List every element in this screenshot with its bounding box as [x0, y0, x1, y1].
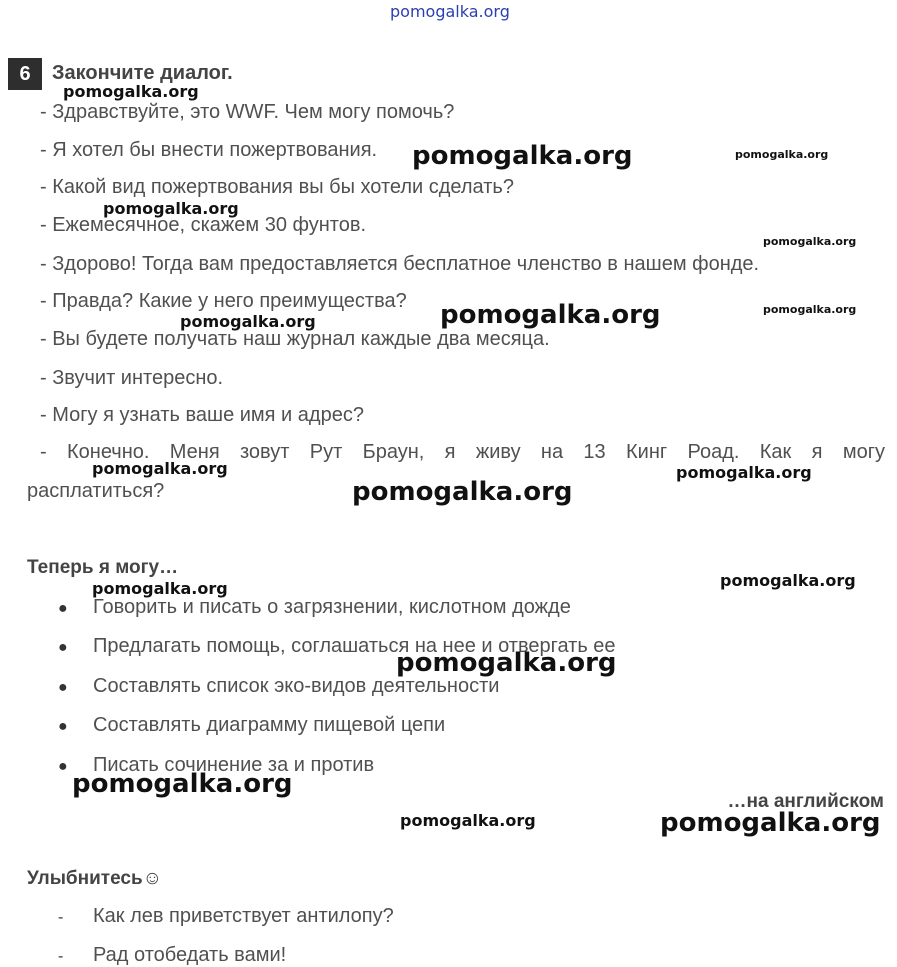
bullet-icon: ● — [58, 718, 68, 735]
can-do-item — [58, 675, 499, 698]
can-do-item-text: Говорить и писать о загрязнении, кислотном дожде — [93, 596, 571, 618]
can-do-item-text: Составлять диаграмму пищевой цепи — [93, 714, 446, 736]
site-header-watermark: pomogalka.org — [390, 2, 510, 21]
watermark: pomogalka.org — [400, 811, 536, 830]
dialog-line: - Вы будете получать наш журнал каждые два месяца. — [40, 328, 550, 350]
dialog-line: - Правда? Какие у него преимущества? — [40, 290, 407, 312]
watermark: pomogalka.org — [92, 579, 228, 598]
watermark: pomogalka.org — [412, 141, 633, 171]
can-do-suffix: …на английском — [727, 791, 884, 812]
smile-item — [58, 944, 286, 967]
watermark: pomogalka.org — [735, 148, 829, 161]
watermark: pomogalka.org — [440, 300, 661, 330]
watermark: pomogalka.org — [180, 312, 316, 331]
can-do-item — [58, 714, 445, 737]
dialog-line: - Здорово! Тогда вам предоставляется бесплатное членство в нашем фонде. — [40, 253, 760, 275]
can-do-item-text: Писать сочинение за и против — [93, 754, 375, 776]
watermark: pomogalka.org — [763, 235, 857, 248]
can-do-item-text: Предлагать помощь, соглашаться на нее и отвергать ее — [93, 635, 616, 657]
watermark: pomogalka.org — [763, 303, 857, 316]
bullet-icon: ● — [58, 758, 68, 775]
dash-marker: - — [58, 948, 64, 965]
dialog-line-long-continuation: расплатиться? — [27, 480, 165, 502]
can-do-item-text: Составлять список эко-видов деятельности — [93, 675, 500, 697]
smile-heading: Улыбнитесь☺ — [27, 868, 163, 889]
bullet-icon: ● — [58, 600, 68, 617]
watermark: pomogalka.org — [352, 477, 573, 507]
dialog-line: - Я хотел бы внести пожертвования. — [40, 139, 378, 161]
bullet-icon: ● — [58, 639, 68, 656]
dialog-line: - Ежемесячное, скажем 30 фунтов. — [40, 214, 367, 236]
dialog-line: - Здравствуйте, это WWF. Чем могу помочь? — [40, 101, 455, 123]
watermark: pomogalka.org — [676, 463, 812, 482]
watermark: pomogalka.org — [92, 459, 228, 478]
smile-item-text: Как лев приветствует антилопу? — [93, 905, 394, 927]
can-do-item — [58, 596, 571, 619]
task-title: Закончите диалог. — [52, 62, 233, 84]
dash-marker: - — [58, 909, 64, 926]
dialog-line: - Могу я узнать ваше имя и адрес? — [40, 404, 364, 426]
watermark: pomogalka.org — [63, 82, 199, 101]
watermark: pomogalka.org — [396, 648, 617, 678]
smile-item-text: Рад отобедать вами! — [93, 944, 287, 966]
watermark: pomogalka.org — [72, 769, 293, 799]
watermark: pomogalka.org — [660, 808, 881, 838]
task-number-badge: 6 — [8, 58, 42, 90]
smile-item — [58, 905, 394, 928]
dialog-line: - Звучит интересно. — [40, 367, 224, 389]
dialog-line-long: - Конечно. Меня зовут Рут Браун, я живу на 13 Кинг Роад. Как я могу — [40, 441, 885, 463]
can-do-heading: Теперь я могу… — [27, 557, 179, 578]
dialog-line: - Какой вид пожертвования вы бы хотели сделать? — [40, 176, 514, 198]
watermark: pomogalka.org — [103, 199, 239, 218]
bullet-icon: ● — [58, 679, 68, 696]
watermark: pomogalka.org — [720, 571, 856, 590]
